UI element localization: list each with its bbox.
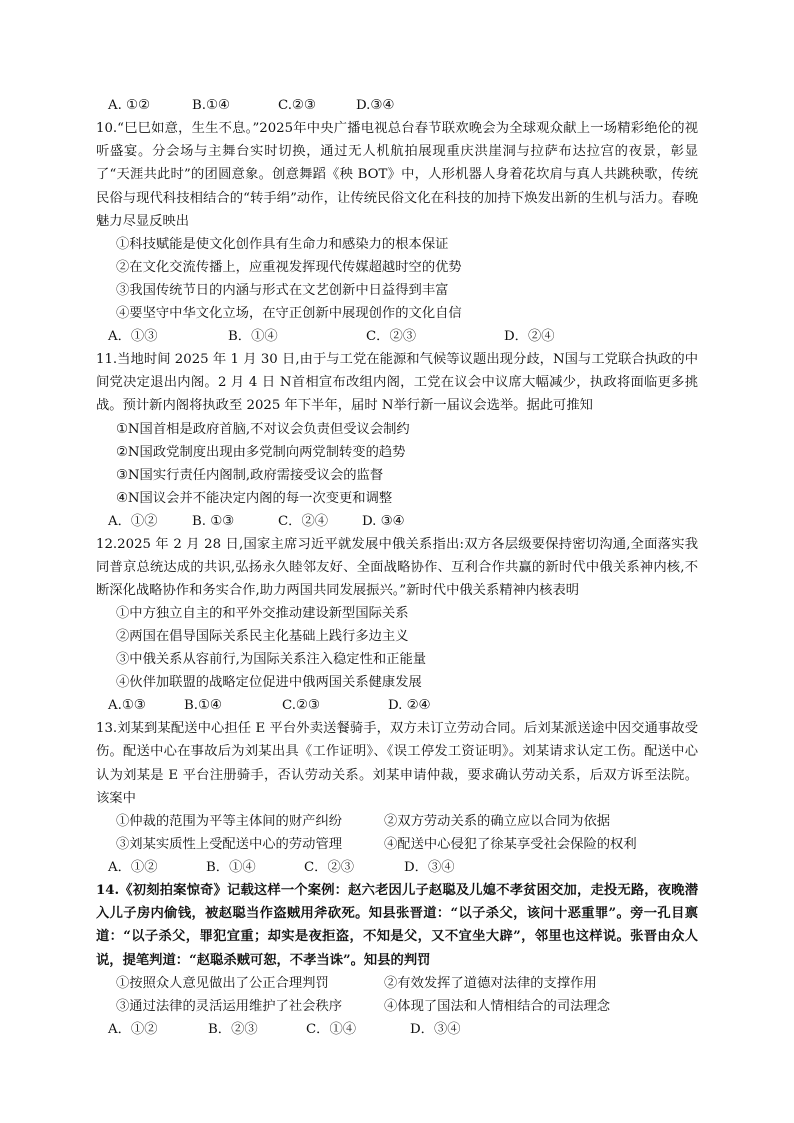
- answer-a: A．①②: [108, 513, 158, 529]
- question-stem: 10.“巳巳如意，生生不息。”2025年中央广播电视总台春节联欢晚会为全球观众献上一场精彩绝伦的视听盛宴。分会场与主舞台实时切换，通过无人机航拍展现重庆洪崖洞与拉萨布达拉宫的夜景，彰显了“天涯共此时”的团圆意象。创意舞蹈《秧 BOT》中，人形机器人身着花坎肩与真人共跳秧歌，传统民俗与现代科技相结合的“转手绢”动作，让传统民俗文化在科技的加持下焕发出新的生机与活力。春晚魅力尽显反映出: [96, 121, 698, 229]
- option-3: ③通过法律的灵活运用维护了社会秩序: [116, 998, 343, 1014]
- answer-d: D.③④: [356, 98, 395, 113]
- answer-choices: [96, 325, 698, 348]
- option-1: ①中方独立自主的和平外交推动建设新型国际关系: [116, 606, 409, 622]
- answer-d: D．③④: [404, 860, 455, 876]
- answer-c: C.②③: [282, 698, 320, 714]
- option-4: ④N国议会并不能决定内阁的每一次变更和调整: [116, 490, 393, 506]
- question-12: [96, 533, 698, 718]
- answer-b: B.①④: [184, 698, 222, 714]
- option-2: ②在文化交流传播上，应重视发挥现代传媒超越时空的优势: [116, 260, 462, 276]
- question-stem: 11.当地时间 2025 年 1 月 30 日,由于与工党在能源和气候等议题出现分歧，N国与工党联合执政的中间党决定退出内阁。2 月 4 日 N首相宣布改组内阁，工党在议会中议席大幅减少，执政将面临更多挑战。预计新内阁将执政至 2025 年下半年，届时 N举行新一届议会选举。据此可推知: [96, 352, 698, 414]
- answer-b: B．①④: [206, 860, 256, 876]
- options-row-1: [96, 810, 698, 833]
- answer-c: C．②③: [366, 329, 417, 345]
- question-stem: 14.《初刻拍案惊奇》记载这样一个案例：赵六老因儿子赵聪及儿媳不孝贫困交加，走投无路，夜晚潜入儿子房内偷钱，被赵聪当作盗贼用斧砍死。知县张晋道：“以子杀父，该问十恶重罪”。旁一孔目禀道：“以子杀父，罪犯宜重；却实是夜拒盗，不知是父，又不宜坐大辟”，邻里也这样说。张晋由众人说，提笔判道：“赵聪杀贼可恕，不孝当诛”。知县的判罚: [96, 883, 698, 968]
- answer-c: C．②③: [304, 860, 355, 876]
- question-14: [96, 879, 698, 1041]
- question-11: [96, 348, 698, 533]
- answer-d: D．②④: [504, 329, 555, 345]
- option-1: ①科技赋能是使文化创作具有生命力和感染力的根本保证: [116, 237, 449, 253]
- option-3: ③中俄关系从容前行,为国际关系注入稳定性和正能量: [116, 652, 427, 668]
- answer-c: C．②④: [278, 513, 329, 529]
- option-4: ④要坚守中华文化立场，在守正创新中展现创作的文化自信: [116, 306, 462, 322]
- answer-b: B. ①③: [192, 513, 235, 529]
- option-2: ②有效发挥了道德对法律的支撑作用: [384, 975, 597, 991]
- answer-a: A．①③: [108, 329, 158, 345]
- answer-b: B．①④: [228, 329, 278, 345]
- question-13: [96, 717, 698, 879]
- answer-b: B．②③: [208, 1021, 258, 1037]
- answer-choices: [96, 694, 698, 717]
- option-2: ②N国政党制度出现由多党制向两党制转变的趋势: [116, 444, 406, 460]
- question-stem: 13.刘某到某配送中心担任 E 平台外卖送餐骑手，双方未订立劳动合同。后刘某派送途中因交通事故受伤。配送中心在事故后为刘某出具《工作证明》、《误工停发工资证明》。刘某请求认定工伤。配送中心认为刘某是 E 平台注册骑手，否认劳动关系。刘某申请仲裁，要求确认劳动关系，后双方诉至法院。该案中: [96, 721, 698, 806]
- options-row-2: [96, 833, 698, 856]
- exam-page: [96, 94, 698, 1041]
- option-4: ④体现了国法和人情相结合的司法理念: [384, 998, 611, 1014]
- answer-a: A. ①②: [108, 98, 150, 113]
- option-3: ③我国传统节日的内涵与形式在文艺创新中日益得到丰富: [116, 283, 449, 299]
- option-4: ④配送中心侵犯了徐某享受社会保险的权利: [384, 837, 637, 853]
- answer-c: C.②③: [278, 98, 316, 113]
- answer-choices: [96, 1018, 698, 1041]
- question-10: [96, 117, 698, 348]
- answer-d: D．③④: [410, 1021, 461, 1037]
- option-3: ③N国实行责任内阁制,政府需接受议会的监督: [116, 467, 384, 483]
- option-1: ①仲裁的范围为平等主体间的财产纠纷: [116, 814, 343, 830]
- option-2: ②两国在倡导国际关系民主化基础上践行多边主义: [116, 629, 409, 645]
- answer-d: D. ③④: [362, 513, 405, 529]
- option-4: ④伙伴加联盟的战略定位促进中俄两国关系健康发展: [116, 675, 422, 691]
- option-1: ①按照众人意见做出了公正合理判罚: [116, 975, 329, 991]
- options-row-1: [96, 972, 698, 995]
- options-row-2: [96, 995, 698, 1018]
- option-3: ③刘某实质性上受配送中心的劳动管理: [116, 837, 343, 853]
- answer-a: A.①③: [108, 698, 146, 714]
- answer-a: A．①②: [108, 1021, 158, 1037]
- prev-question-answers: [96, 94, 698, 117]
- answer-choices: [96, 510, 698, 533]
- question-stem: 12.2025 年 2 月 28 日,国家主席习近平就发展中俄关系指出:双方各层级要保持密切沟通,全面落实我同普京总统达成的共识,弘扬永久睦邻友好、全面战略协作、互利合作共赢的新时代中俄关系神内核,不断深化战略协作和务实合作,助力两国共同发展振兴。”新时代中俄关系精神内核表明: [96, 536, 698, 599]
- answer-a: A．①②: [108, 860, 158, 876]
- answer-b: B.①④: [192, 98, 230, 113]
- answer-c: C．①④: [306, 1021, 357, 1037]
- answer-choices: [96, 856, 698, 879]
- answer-d: D. ②④: [388, 698, 431, 714]
- option-1: ①N国首相是政府首脑,不对议会负责但受议会制约: [116, 421, 410, 437]
- option-2: ②双方劳动关系的确立应以合同为依据: [384, 814, 611, 830]
